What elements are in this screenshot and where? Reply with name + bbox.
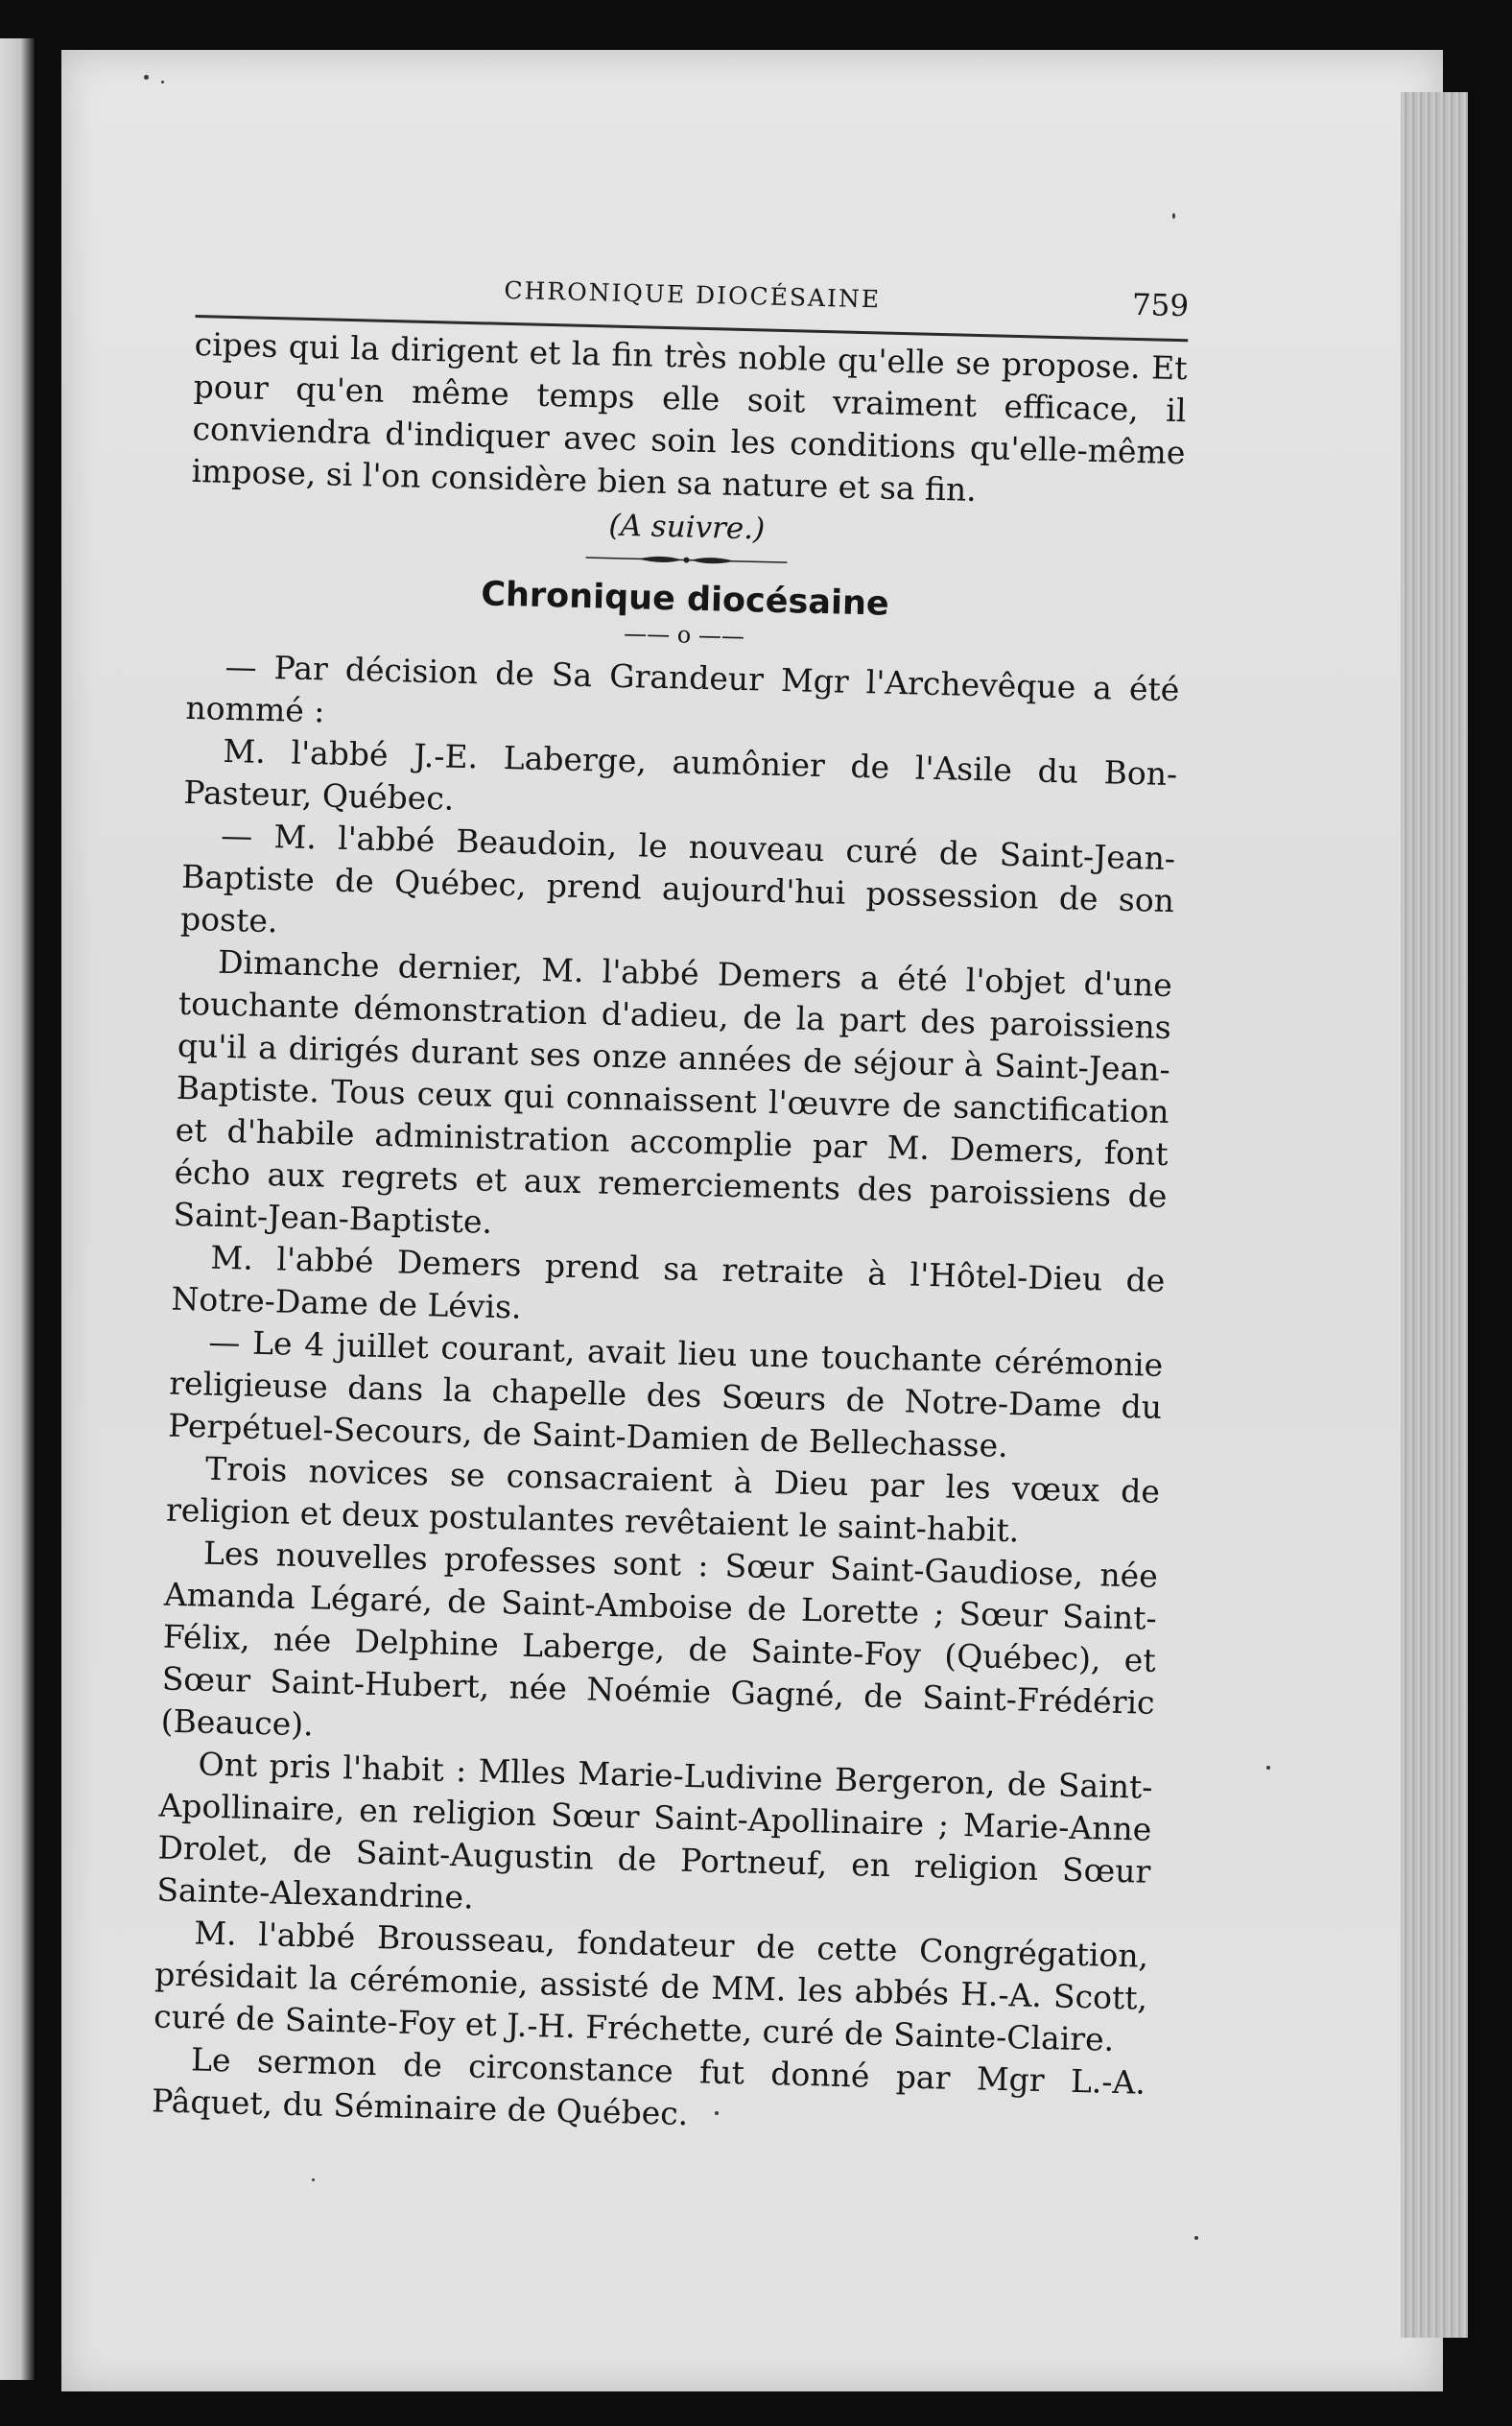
running-head-title: CHRONIQUE DIOCÉSAINE xyxy=(504,275,882,314)
section-separator: —— o —— xyxy=(623,619,745,651)
page-number: 759 xyxy=(1131,287,1190,324)
paragraph: Le sermon de circonstance fut donné par Mgr L.-A. Pâquet, du Séminaire de Québec. xyxy=(151,2040,1146,2133)
paragraph: Trois novices se consacraient à Dieu par les vœux de religion et deux postulantes revêtaient le saint-habit. xyxy=(165,1449,1161,1550)
paragraph: M. l'abbé Brousseau, fondateur de cette Congrégation, présidait la cérémonie, assisté de MM. les abbés H.-A. Scott, curé de Sainte-Foy et J.-H. Fréchette, curé de Sainte-Claire. xyxy=(153,1914,1149,2058)
section-heading: Chronique diocésaine xyxy=(480,575,890,624)
paragraph: — Le 4 juillet courant, avait lieu une touchante cérémonie religieuse dans la chapelle des Sœurs de Notre-Dame du Perpétuel-Secours, de Saint-Damien de Bellechasse. xyxy=(167,1322,1164,1465)
a-suivre-note: (A suivre.) xyxy=(608,508,766,547)
page-stack-edges xyxy=(1401,92,1468,2338)
paragraph: Les nouvelles professes sont : Sœur Saint-Gaudiose, née Amanda Légaré, de Saint-Amboise de Lorette ; Sœur Saint-Félix, née Delphine Laberge, de Sainte-Foy (Québec), et Sœur Saint-Hubert, née Noémie Gagné, de Saint-Frédéric (Beauce). xyxy=(160,1534,1159,1744)
paragraph: — M. l'abbé Beaudoin, le nouveau curé de Saint-Jean-Baptiste de Québec, prend aujourd'hui possession de son poste. xyxy=(179,816,1176,940)
facing-page-edge xyxy=(0,38,35,2380)
paragraph: Ont pris l'habit : Mlles Marie-Ludivine Bergeron, de Saint-Apollinaire, en religion Sœur Saint-Apollinaire ; Marie-Anne Drolet, de Saint-Augustin de Portneuf, en religion Sœur Sainte-Alexandrine. xyxy=(156,1745,1153,1916)
paragraph: M. l'abbé J.-E. Laberge, aumônier de l'Asile du Bon-Pasteur, Québec. xyxy=(182,731,1178,818)
continuation-paragraph: cipes qui la dirigent et la fin très noble qu'elle se propose. Et pour qu'en même temps elle soit vraiment efficace, il conviendra d'indiquer avec soin les conditions qu'elle-même impose, si l'on considère bien sa nature et sa fin. xyxy=(191,324,1189,509)
paragraph: — Par décision de Sa Grandeur Mgr l'Archevêque a été nommé : xyxy=(185,647,1180,730)
page-content xyxy=(152,259,1190,2147)
paragraph: M. l'abbé Demers prend sa retraite à l'Hôtel-Dieu de Notre-Dame de Lévis. xyxy=(171,1238,1166,1326)
ornament-rule-icon xyxy=(585,551,787,569)
paragraph: Dimanche dernier, M. l'abbé Demers a été l'objet d'une touchante démonstration d'adieu, de la part des paroissiens qu'il a dirigés durant ses onze années de séjour à Saint-Jean-Baptiste. Tous ceux qui connaissent l'œuvre de sanctification et d'habile administration accomplie par M. Demers, font écho aux regrets et aux remerciements des paroissiens de Saint-Jean-Baptiste. xyxy=(173,942,1173,1241)
